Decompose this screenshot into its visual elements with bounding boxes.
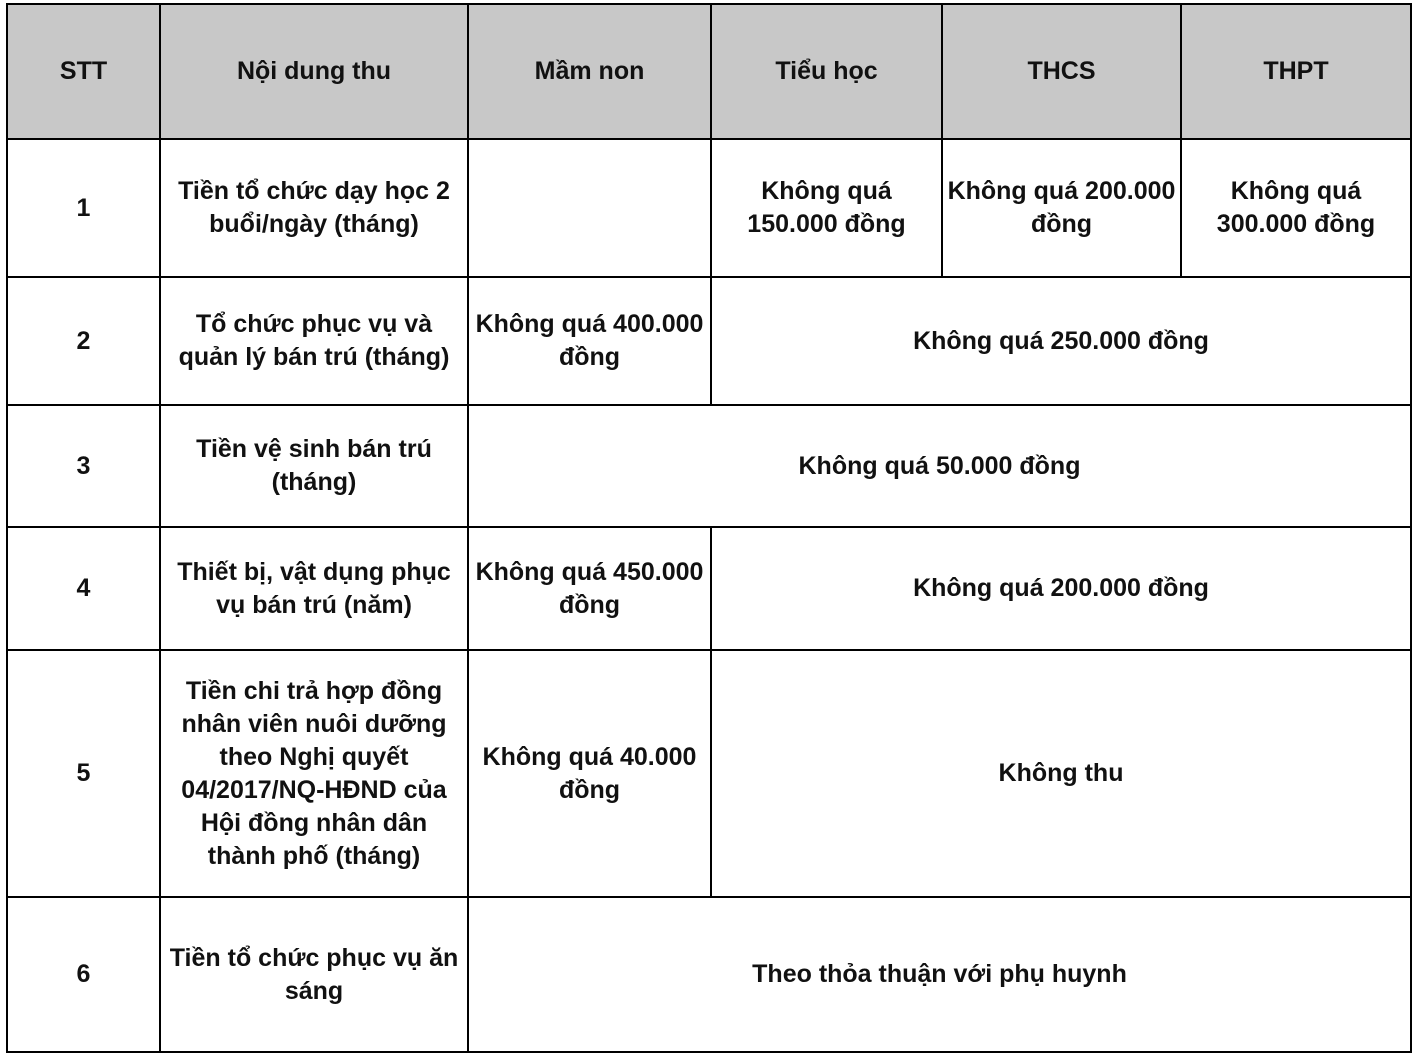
table-row <box>7 897 1411 1052</box>
header-upper-secondary: THPT <box>1181 4 1411 139</box>
row-number: 5 <box>7 650 160 897</box>
header-lower-secondary: THCS <box>942 4 1181 139</box>
upper-secondary-fee-cell: Không quá 300.000 đồng <box>1181 139 1411 277</box>
fee-item-name: Tiền vệ sinh bán trú (tháng) <box>160 405 468 527</box>
fee-item-name: Thiết bị, vật dụng phục vụ bán trú (năm) <box>160 527 468 650</box>
preschool-fee-cell: Không quá 400.000 đồng <box>468 277 711 405</box>
preschool-fee-cell <box>468 139 711 277</box>
row-number: 3 <box>7 405 160 527</box>
all-levels-fee-cell: Không quá 50.000 đồng <box>468 405 1411 527</box>
table-row <box>7 139 1411 277</box>
header-preschool: Mầm non <box>468 4 711 139</box>
row-number: 4 <box>7 527 160 650</box>
header-primary: Tiểu học <box>711 4 942 139</box>
fee-table <box>6 3 1412 1053</box>
fee-item-name: Tiền chi trả hợp đồng nhân viên nuôi dưỡng theo Nghị quyết 04/2017/NQ-HĐND của Hội đồng nhân dân thành phố (tháng) <box>160 650 468 897</box>
row-number: 1 <box>7 139 160 277</box>
school-levels-fee-cell: Không quá 200.000 đồng <box>711 527 1411 650</box>
fee-item-name: Tiền tổ chức phục vụ ăn sáng <box>160 897 468 1052</box>
fee-item-name: Tổ chức phục vụ và quản lý bán trú (tháng) <box>160 277 468 405</box>
row-number: 6 <box>7 897 160 1052</box>
header-content: Nội dung thu <box>160 4 468 139</box>
fee-item-name: Tiền tổ chức dạy học 2 buổi/ngày (tháng) <box>160 139 468 277</box>
school-levels-fee-cell: Không quá 250.000 đồng <box>711 277 1411 405</box>
table-row <box>7 277 1411 405</box>
all-levels-fee-cell: Theo thỏa thuận với phụ huynh <box>468 897 1411 1052</box>
primary-fee-cell: Không quá 150.000 đồng <box>711 139 942 277</box>
school-levels-fee-cell: Không thu <box>711 650 1411 897</box>
preschool-fee-cell: Không quá 450.000 đồng <box>468 527 711 650</box>
header-stt: STT <box>7 4 160 139</box>
preschool-fee-cell: Không quá 40.000 đồng <box>468 650 711 897</box>
lower-secondary-fee-cell: Không quá 200.000 đồng <box>942 139 1181 277</box>
table-row <box>7 405 1411 527</box>
row-number: 2 <box>7 277 160 405</box>
table-row <box>7 527 1411 650</box>
header-row <box>7 4 1411 139</box>
table-row <box>7 650 1411 897</box>
